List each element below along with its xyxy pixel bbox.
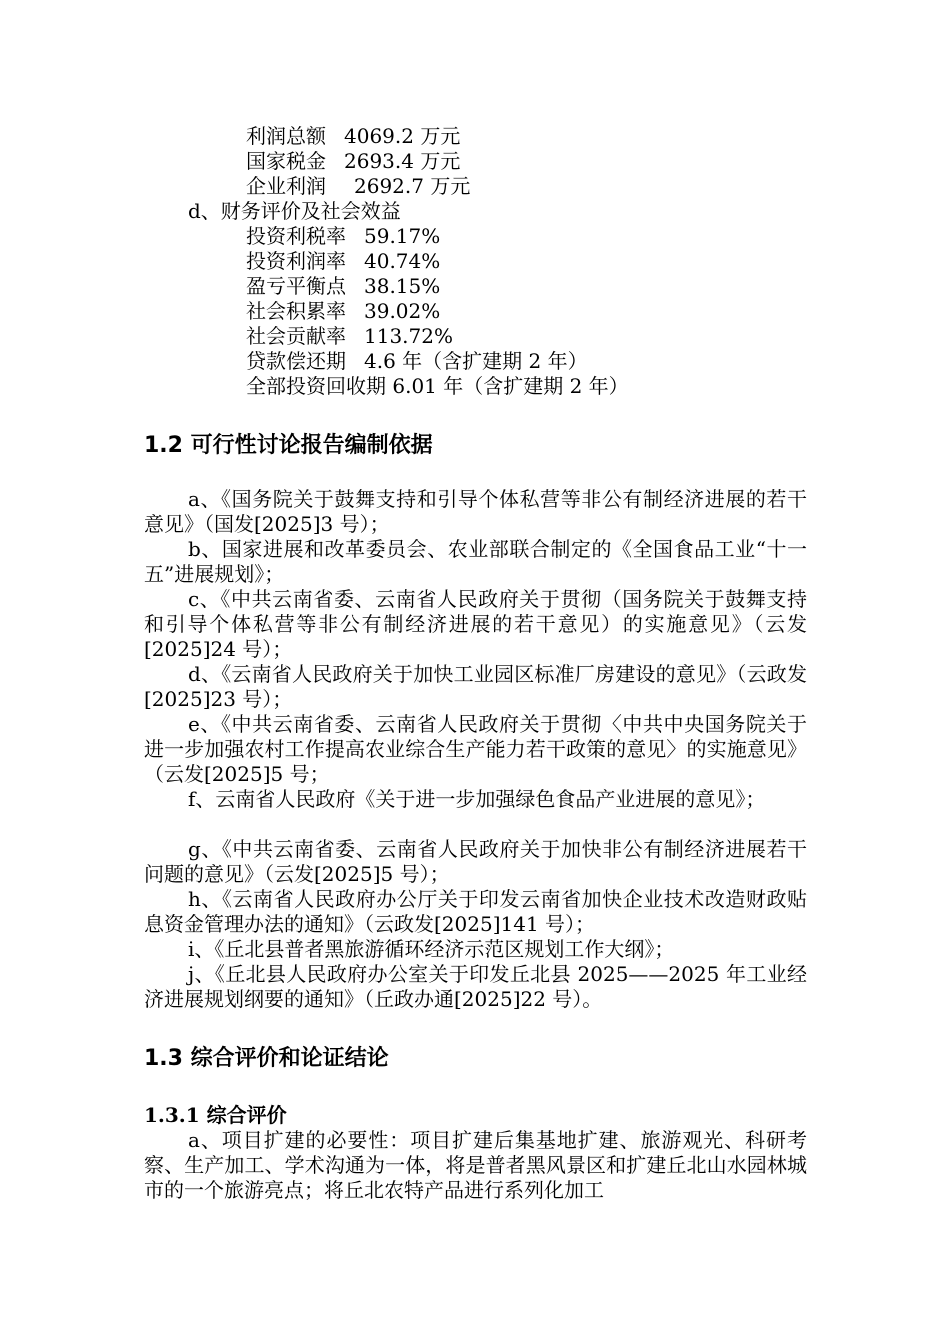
indicator-label: 盈亏平衡点	[246, 274, 346, 298]
indicator-label: 投资利润率	[246, 249, 346, 273]
basis-item-a: a、《国务院关于鼓舞支持和引导个体私营等非公有制经济进展的若干意见》（国发[2025]3 号）；	[144, 487, 807, 536]
national-tax-row	[246, 149, 460, 174]
section-1-2-heading: 1.2 可行性讨论报告编制依据	[144, 433, 433, 458]
basis-item-b: b、国家进展和改革委员会、农业部联合制定的《全国食品工业“十一五”进展规划》；	[144, 537, 807, 586]
indicator-label: 投资利税率	[246, 224, 346, 248]
basis-item-h: h、《云南省人民政府办公厅关于印发云南省加快企业技术改造财政贴息资金管理办法的通知》（云政发[2025]141 号）；	[144, 887, 807, 936]
subsection-1-3-1-heading: 1.3.1 综合评价	[144, 1103, 287, 1127]
indicator-row	[246, 324, 453, 349]
indicator-label: 社会贡献率	[246, 324, 346, 348]
row-label: 国家税金	[246, 149, 326, 173]
indicator-row	[246, 274, 440, 299]
indicator-label: 贷款偿还期	[246, 349, 346, 373]
indicator-value: 40.74%	[364, 249, 441, 273]
basis-item-d: d、《云南省人民政府关于加快工业园区标准厂房建设的意见》（云政发[2025]23 号）；	[144, 662, 807, 711]
indicator-value: 38.15%	[364, 274, 441, 298]
basis-item-e: e、《中共云南省委、云南省人民政府关于贯彻〈中共中央国务院关于进一步加强农村工作提高农业综合生产能力若干政策的意见〉的实施意见》（云发[2025]5 号；	[144, 712, 807, 786]
d-heading: d、财务评价及社会效益	[188, 199, 401, 223]
profit-total-row	[246, 124, 460, 149]
indicator-label: 社会积累率	[246, 299, 346, 323]
indicator-value: 113.72%	[364, 324, 453, 348]
indicator-row	[246, 224, 440, 249]
indicator-row	[246, 349, 588, 374]
row-label: 企业利润	[246, 174, 326, 198]
indicator-value: 39.02%	[364, 299, 441, 323]
row-value: 2693.4 万元	[344, 149, 461, 173]
indicator-row	[246, 249, 440, 274]
row-value: 2692.7 万元	[354, 174, 471, 198]
payback-row: 全部投资回收期 6.01 年（含扩建期 2 年）	[246, 374, 629, 398]
indicator-row	[246, 299, 440, 324]
indicator-value: 59.17%	[364, 224, 441, 248]
row-label: 利润总额	[246, 124, 326, 148]
basis-item-i: i、《丘北县普者黑旅游循环经济示范区规划工作大纲》；	[188, 937, 675, 961]
basis-item-f: f、云南省人民政府《关于进一步加强绿色食品产业进展的意见》；	[188, 787, 766, 811]
enterprise-profit-row	[246, 174, 470, 199]
row-value: 4069.2 万元	[344, 124, 461, 148]
basis-item-c: c、《中共云南省委、云南省人民政府关于贯彻（国务院关于鼓舞支持和引导个体私营等非公有制经济进展的若干意见）的实施意见》（云发[2025]24 号）；	[144, 587, 807, 661]
indicator-value: 4.6 年（含扩建期 2 年）	[364, 349, 588, 373]
basis-item-j: j、《丘北县人民政府办公室关于印发丘北县 2025——2025 年工业经济进展规划纲要的通知》（丘政办通[2025]22 号）。	[144, 962, 807, 1011]
evaluation-paragraph: a、项目扩建的必要性：项目扩建后集基地扩建、旅游观光、科研考察、生产加工、学术沟通为一体，将是普者黑风景区和扩建丘北山水园林城市的一个旅游亮点；将丘北农特产品进行系列化加工	[144, 1128, 807, 1202]
basis-item-g: g、《中共云南省委、云南省人民政府关于加快非公有制经济进展若干问题的意见》（云发[2025]5 号）；	[144, 837, 807, 886]
section-1-3-heading: 1.3 综合评价和论证结论	[144, 1046, 389, 1071]
